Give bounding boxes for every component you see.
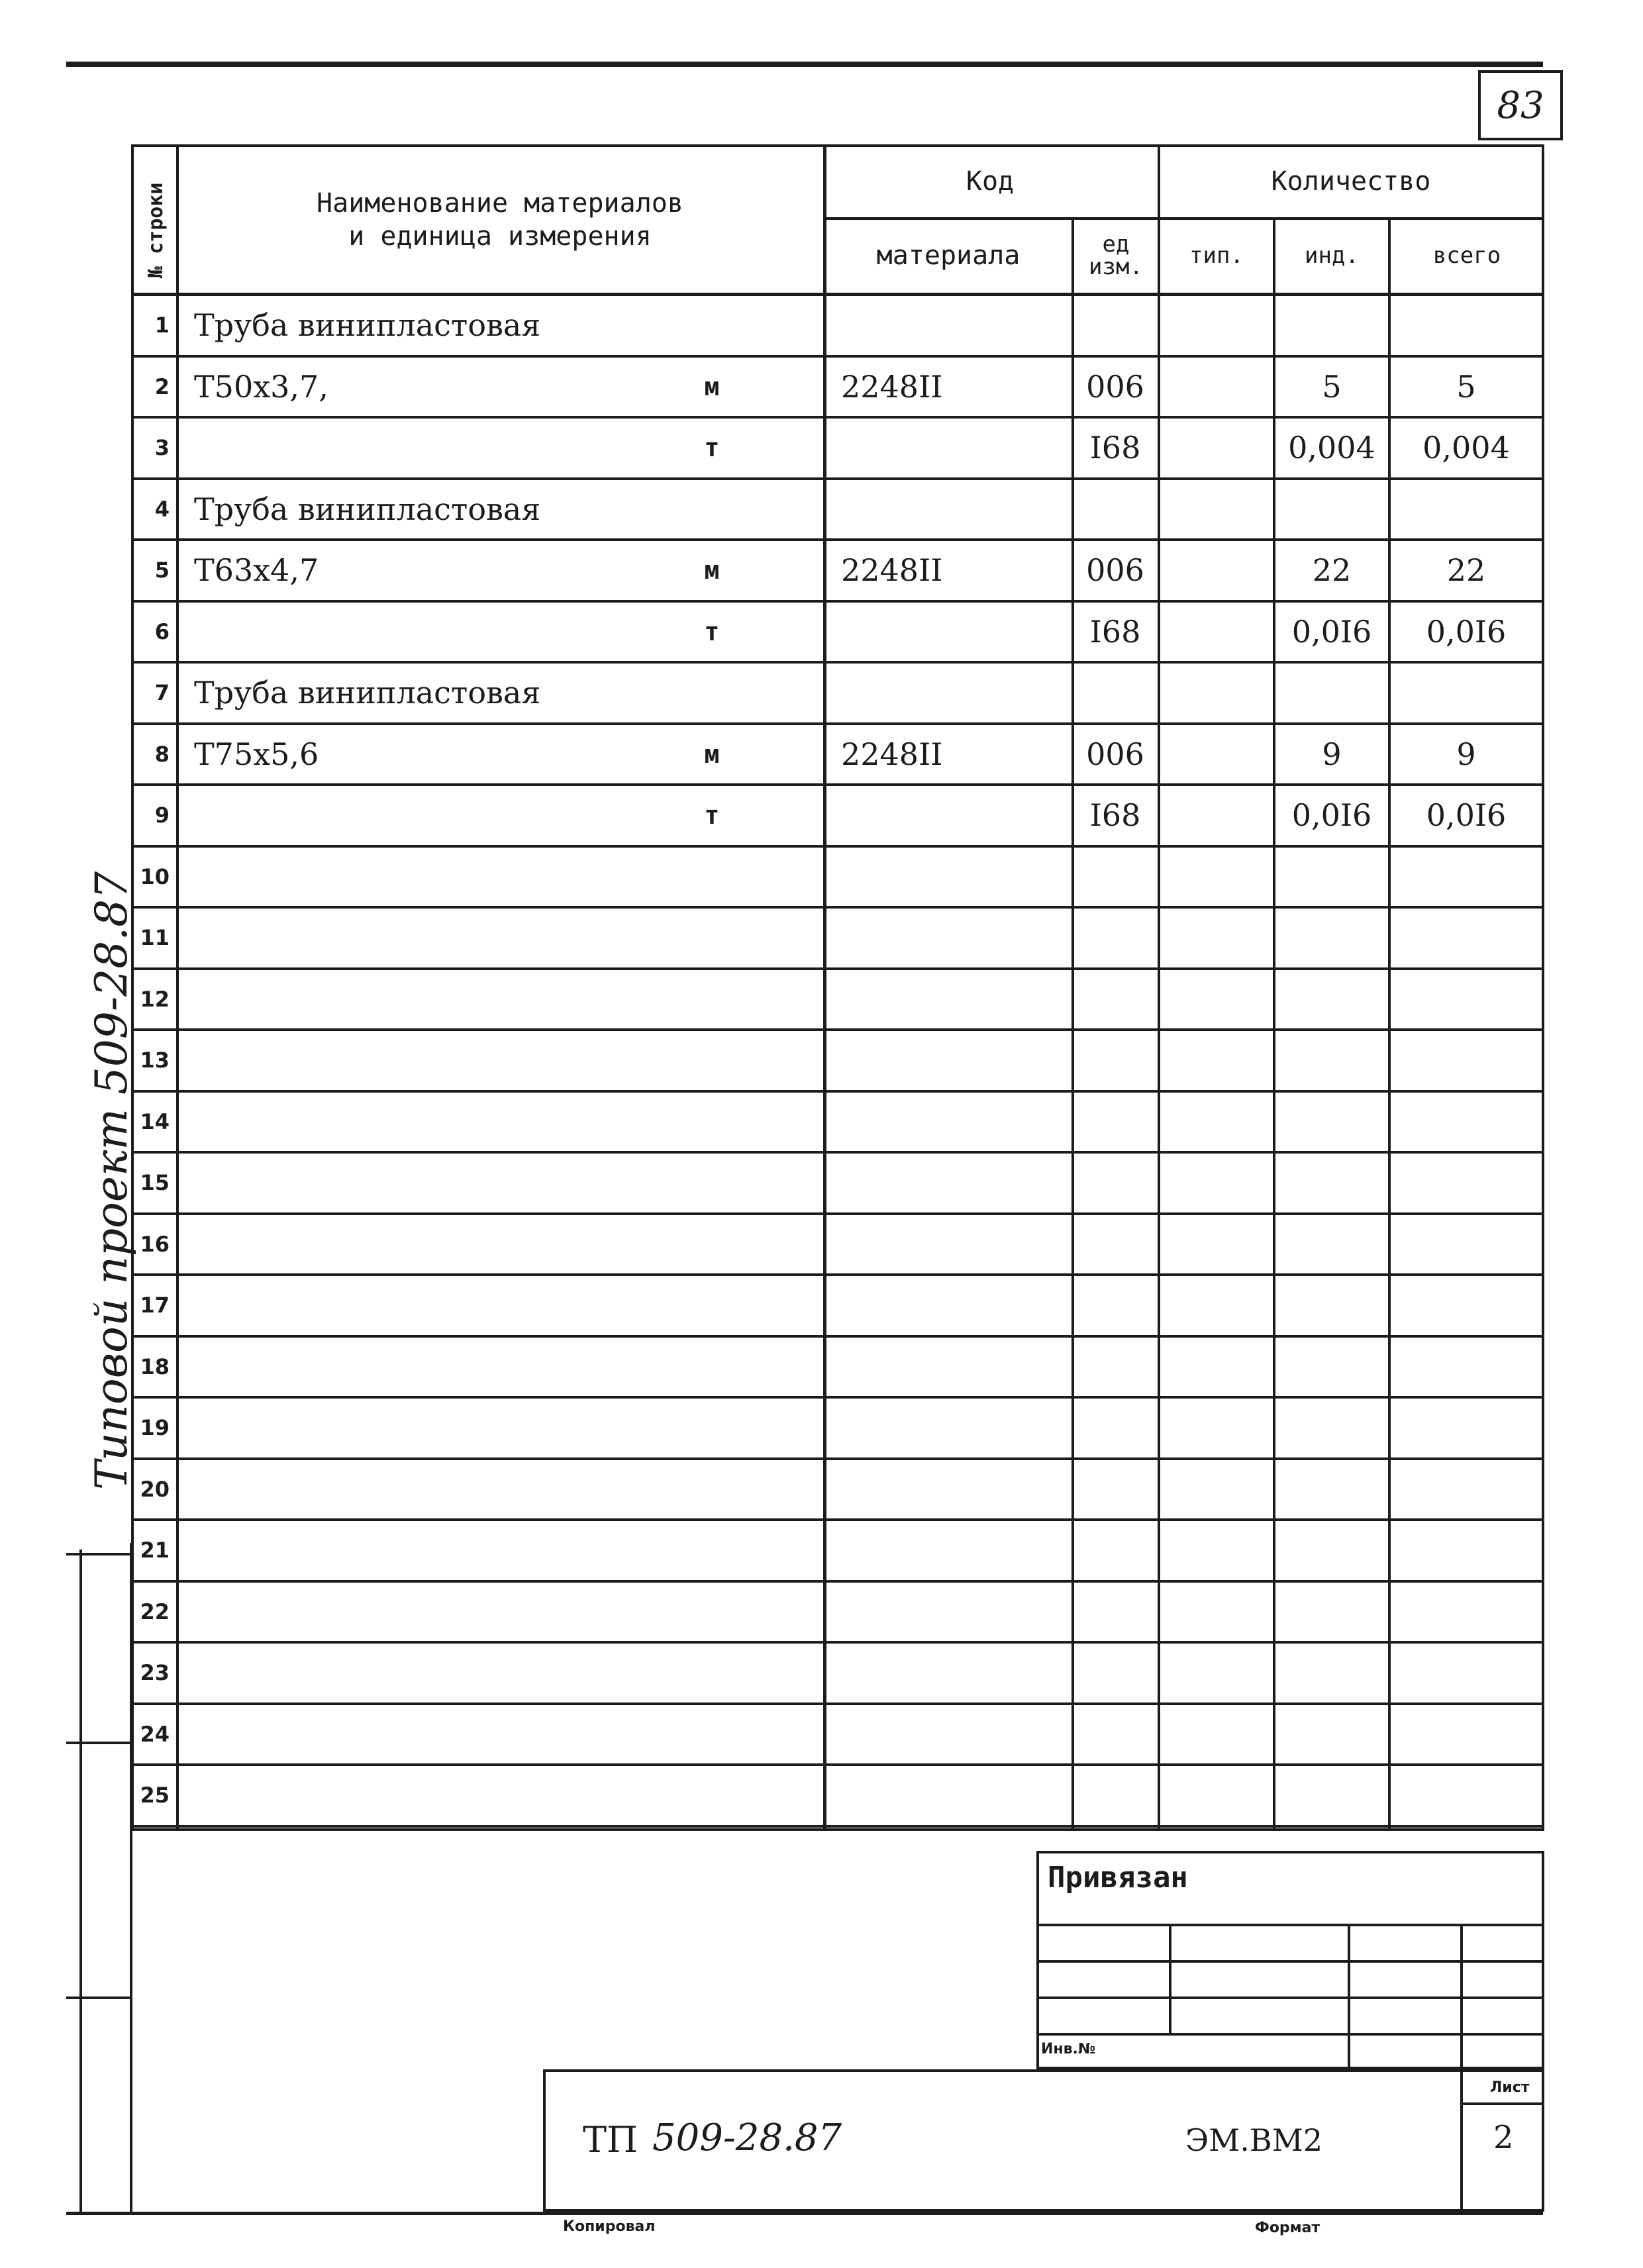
measure-unit: т <box>704 801 720 830</box>
page-number: 83 <box>1478 70 1563 140</box>
format-label: Формат <box>1255 2220 1320 2236</box>
table-row <box>131 1215 1544 1277</box>
material-name: Труба винипластовая <box>194 675 541 711</box>
table-row <box>131 1093 1544 1154</box>
row-number: 21 <box>140 1538 170 1563</box>
material-name <box>189 419 652 477</box>
row-number: 16 <box>140 1231 170 1257</box>
unit-code: I68 <box>1089 613 1141 650</box>
qty-total <box>1389 664 1543 722</box>
header-name <box>177 147 822 293</box>
header-typ: тип. <box>1189 242 1244 269</box>
row-number: 25 <box>140 1783 170 1808</box>
left-binding-tick-2 <box>66 1742 132 1744</box>
bound-title: Привязан <box>1048 1861 1188 1895</box>
header-quantity: Количество <box>1271 166 1431 197</box>
table-row <box>131 1460 1544 1522</box>
sheet-number: 2 <box>1493 2119 1514 2156</box>
table-row <box>131 1276 1544 1338</box>
left-binding-tick-3 <box>66 1997 132 1999</box>
bound-col-3 <box>1460 1924 1463 2069</box>
qty-total: 5 <box>1456 368 1476 405</box>
material-name: Труба винипластовая <box>194 307 541 344</box>
header-row-no: № строки <box>144 182 168 278</box>
qty-typ <box>1160 358 1273 417</box>
material-code <box>836 419 1068 477</box>
bottom-rule <box>66 2212 1543 2215</box>
top-rule <box>66 62 1543 67</box>
material-code <box>836 664 1068 722</box>
row-number: 4 <box>154 496 170 522</box>
qty-ind <box>1274 480 1389 539</box>
qty-total <box>1389 480 1543 539</box>
table-row <box>131 1154 1544 1215</box>
qty-ind: 5 <box>1322 368 1342 405</box>
qty-typ <box>1160 480 1273 539</box>
table-row <box>131 1399 1544 1460</box>
measure-unit <box>685 480 738 539</box>
header-unit <box>1074 219 1158 293</box>
bound-line-2 <box>1036 1960 1544 1963</box>
qty-typ <box>1160 664 1273 722</box>
table-row <box>131 1521 1544 1583</box>
material-name <box>189 786 652 845</box>
qty-typ <box>1160 725 1273 784</box>
left-binding-line <box>130 1543 132 2212</box>
table-row <box>131 1338 1544 1399</box>
title-block-sheet-split <box>1460 2102 1544 2105</box>
qty-typ <box>1160 541 1273 600</box>
side-project-label: Типовой проект 509-28.87 <box>86 871 137 1490</box>
row-number: 7 <box>154 680 170 706</box>
material-code <box>836 603 1068 662</box>
material-code: 2248II <box>841 368 943 405</box>
material-name: Т63х4,7 <box>194 552 319 589</box>
doc-code: ЭМ.ВМ2 <box>1185 2122 1323 2158</box>
row-number: 2 <box>154 373 170 399</box>
unit-code: 006 <box>1086 736 1144 772</box>
qty-ind: 0,0I6 <box>1291 797 1372 834</box>
measure-unit: т <box>704 433 720 463</box>
material-code <box>836 786 1068 845</box>
qty-total: 22 <box>1446 552 1486 589</box>
header-unit-line1: ед <box>1102 231 1130 258</box>
header-total: всего <box>1432 242 1501 269</box>
table-row <box>131 909 1544 970</box>
left-binding-line-2 <box>79 1550 82 2212</box>
header-code: Код <box>966 166 1015 197</box>
row-line <box>131 1825 1544 1828</box>
qty-ind: 0,004 <box>1288 430 1375 466</box>
header-name-line1: Наименование материалов <box>317 188 683 219</box>
row-number: 12 <box>140 986 170 1012</box>
row-number: 23 <box>140 1660 170 1686</box>
qty-typ <box>1160 419 1273 477</box>
row-number: 1 <box>154 313 170 338</box>
qty-ind <box>1274 296 1389 355</box>
row-number: 17 <box>140 1293 170 1318</box>
row-number: 20 <box>140 1476 170 1502</box>
row-number: 22 <box>140 1599 170 1624</box>
unit-code <box>1073 296 1158 355</box>
table-row <box>131 1705 1544 1767</box>
qty-typ <box>1160 786 1273 845</box>
material-name: Т50х3,7, <box>194 368 328 405</box>
row-number: 14 <box>140 1109 170 1134</box>
measure-unit: м <box>704 371 720 401</box>
inv-number-label: Инв.№ <box>1041 2041 1096 2057</box>
material-name: Т75х5,6 <box>194 736 319 772</box>
header-name-line2: и единица измерения <box>348 221 652 252</box>
header-ind: инд. <box>1305 242 1359 269</box>
unit-code: I68 <box>1089 430 1141 466</box>
row-number: 8 <box>154 741 170 767</box>
table-row <box>131 848 1544 909</box>
doc-prefix: ТП <box>583 2119 638 2161</box>
row-number: 6 <box>154 618 170 644</box>
table-row <box>131 1766 1544 1828</box>
row-number: 3 <box>154 435 170 461</box>
unit-code: I68 <box>1089 797 1141 834</box>
row-number: 18 <box>140 1354 170 1379</box>
material-code <box>836 296 1068 355</box>
qty-total: 9 <box>1456 736 1476 772</box>
row-number: 9 <box>154 803 170 828</box>
header-split-line <box>824 217 1544 220</box>
table-row <box>131 1583 1544 1644</box>
qty-ind <box>1274 664 1389 722</box>
unit-code <box>1073 664 1158 722</box>
material-code <box>836 480 1068 539</box>
qty-total: 0,0I6 <box>1426 613 1507 650</box>
material-name <box>189 603 652 662</box>
header-material: материала <box>876 240 1021 271</box>
qty-ind: 22 <box>1312 552 1352 589</box>
qty-typ <box>1160 296 1273 355</box>
table-row <box>131 970 1544 1032</box>
measure-unit: т <box>704 616 720 646</box>
title-block-sheet-line <box>1460 2069 1463 2212</box>
qty-typ <box>1160 603 1273 662</box>
measure-unit: м <box>704 739 720 769</box>
doc-number: 509-28.87 <box>652 2116 842 2159</box>
qty-ind: 9 <box>1322 736 1342 772</box>
qty-total <box>1389 296 1543 355</box>
row-number: 5 <box>154 558 170 583</box>
header-unit-line2: изм. <box>1089 254 1143 280</box>
row-number: 24 <box>140 1721 170 1747</box>
sheet-label: Лист <box>1490 2079 1530 2096</box>
bound-line-4 <box>1036 2033 1544 2036</box>
material-name: Труба винипластовая <box>194 491 541 527</box>
unit-code: 006 <box>1086 368 1144 405</box>
qty-total: 0,0I6 <box>1426 797 1507 834</box>
bound-col-1 <box>1169 1924 1171 2033</box>
row-number: 10 <box>140 863 170 889</box>
bound-col-2 <box>1348 1924 1350 2069</box>
copied-label: Копировал <box>563 2218 656 2235</box>
unit-code <box>1073 480 1158 539</box>
material-code: 2248II <box>841 736 943 772</box>
material-code: 2248II <box>841 552 943 589</box>
bound-line-3 <box>1036 1997 1544 1999</box>
row-number: 19 <box>140 1415 170 1441</box>
row-number: 15 <box>140 1170 170 1196</box>
bound-line-1 <box>1036 1924 1544 1926</box>
left-binding-tick-1 <box>66 1553 132 1555</box>
qty-ind: 0,0I6 <box>1291 613 1372 650</box>
row-number: 13 <box>140 1048 170 1073</box>
measure-unit <box>685 296 738 355</box>
row-number: 11 <box>140 925 170 951</box>
qty-total: 0,004 <box>1422 430 1510 466</box>
unit-code: 006 <box>1086 552 1144 589</box>
table-row <box>131 1031 1544 1093</box>
measure-unit: м <box>704 556 720 585</box>
table-row <box>131 1644 1544 1705</box>
measure-unit <box>685 664 738 722</box>
